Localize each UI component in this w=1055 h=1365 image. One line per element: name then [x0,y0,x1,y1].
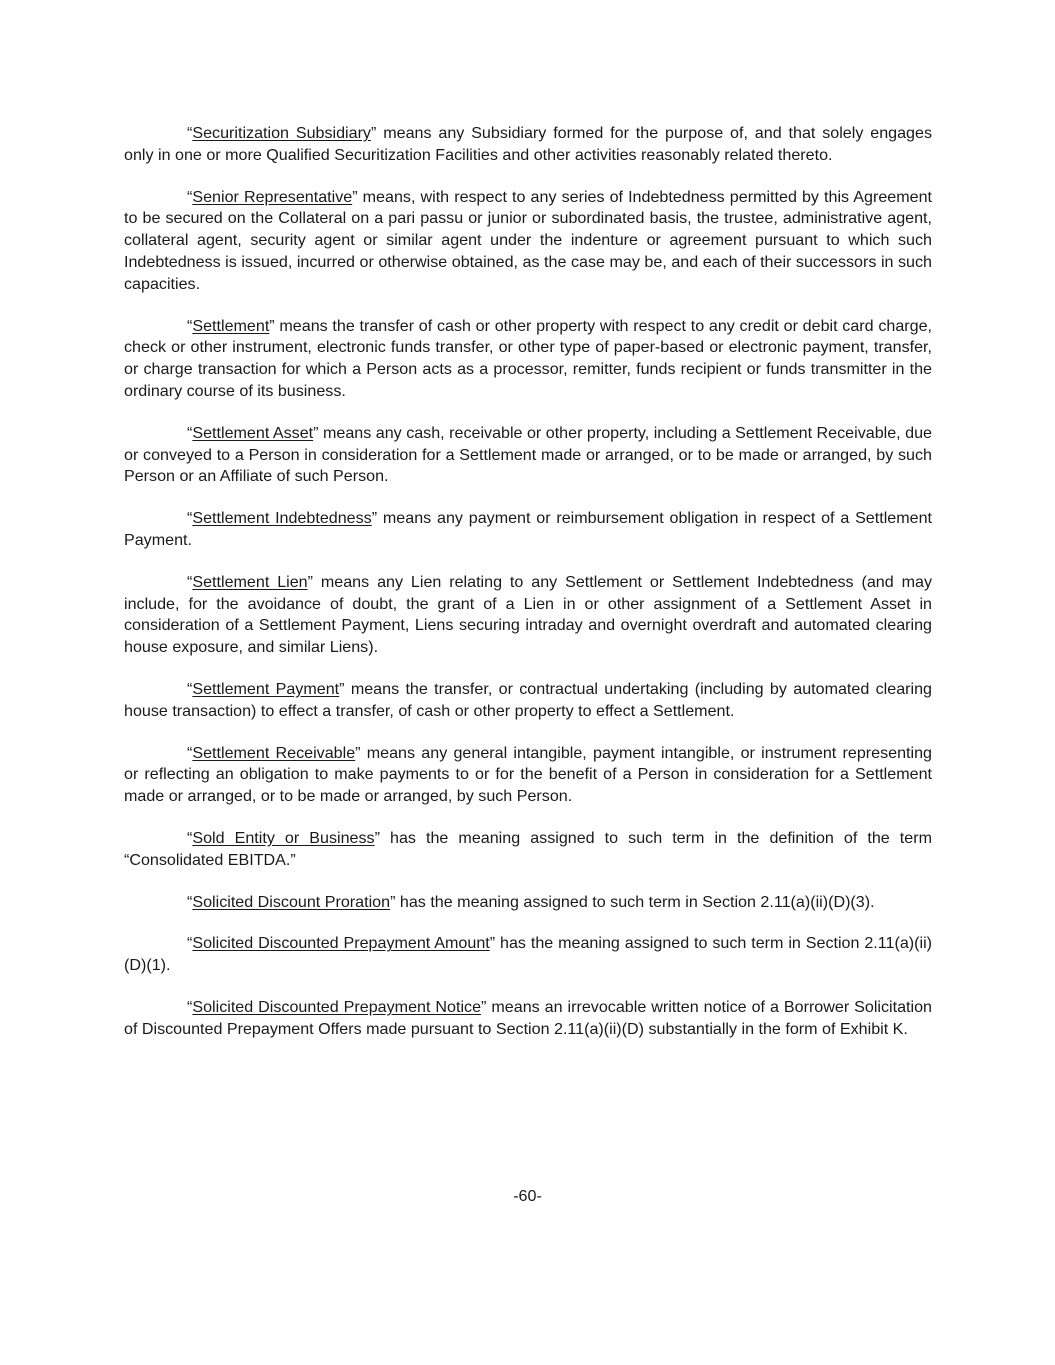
definition-paragraph [124,743,932,808]
defined-term: Settlement Indebtedness [192,509,372,528]
definition-paragraph [124,508,932,552]
open-quote: “ [187,187,193,206]
definition-text: means any cash, receivable or other property, including a Settlement Receivable, due or conveyed to a Person in consideration for a Settlement made or arranged, or to be made or arranged, by such Person or an Affiliate of such Person. [124,423,932,486]
defined-term: Settlement Receivable [192,743,356,762]
defined-term: Settlement Payment [192,679,340,698]
defined-term: Senior Representative [192,187,353,206]
definition-paragraph [124,423,932,488]
open-quote: “ [187,679,193,698]
definition-paragraph [124,679,932,723]
definition-text: means an irrevocable written notice of a Borrower Solicitation of Discounted Prepayment Offers made pursuant to Section 2.11(a)(ii)(D) substantially in the form of Exhibit K. [124,997,932,1038]
close-quote: ” [269,316,275,335]
definition-text: means any general intangible, payment intangible, or instrument representing or reflecting an obligation to make payments to or for the benefit of a Person in consideration for a Settlement made or arranged, or to be made or arranged, by such Person. [124,743,932,806]
open-quote: “ [187,934,193,953]
defined-term: Settlement Lien [192,572,308,591]
definition-paragraph [124,123,932,167]
definition-paragraph [124,892,932,914]
open-quote: “ [187,743,193,762]
close-quote: ” [370,124,377,142]
close-quote: ” [489,934,496,953]
definition-paragraph [124,572,932,659]
defined-term: Settlement Asset [192,423,314,442]
close-quote: ” [481,997,487,1016]
close-quote: ” [307,572,313,591]
defined-term: Solicited Discount Proration [192,892,391,911]
defined-term: Settlement [192,316,270,335]
open-quote: “ [187,572,193,591]
definition-paragraph [124,187,932,296]
open-quote: “ [187,124,193,142]
close-quote: ” [371,509,378,528]
definition-paragraph [124,997,932,1041]
definition-text: means any payment or reimbursement obligation in respect of a Settlement Payment. [124,509,933,549]
definition-text: means any Subsidiary formed for the purpose of, and that solely engages only in one or more Qualified Securitization Facilities and other activities reasonably related thereto. [124,124,932,164]
definition-text: has the meaning assigned to such term in Section 2.11(a)(ii)(D)(3). [395,892,875,911]
page-number: -60- [513,1187,542,1205]
open-quote: “ [187,423,193,442]
close-quote: ” [352,187,358,206]
defined-term: Sold Entity or Business [192,828,375,847]
definition-text: means the transfer of cash or other property with respect to any credit or debit card charge, check or other instrument, electronic funds transfer, or other type of paper-based or electronic payment, transfer, or charge transaction for which a Person acts as a processor, remitter, funds recipient or funds transmitter in the ordinary course of its business. [124,316,932,400]
defined-term: Solicited Discounted Prepayment Amount [192,934,490,953]
definition-paragraph [124,316,932,403]
open-quote: “ [187,828,193,847]
definition-text: has the meaning assigned to such term in the definition of the term “Consolidated EBITDA.” [124,828,932,869]
open-quote: “ [187,316,193,335]
open-quote: “ [187,892,193,911]
definition-text: means the transfer, or contractual undertaking (including by automated clearing house transaction) to effect a transfer, of cash or other property to effect a Settlement. [124,679,932,720]
close-quote: ” [374,828,380,847]
definition-text: means any Lien relating to any Settlement or Settlement Indebtedness (and may include, for the avoidance of doubt, the grant of a Lien in or other assignment of a Settlement Asset in consideration of a Settlement Payment, Liens securing intraday and overnight overdraft and automated clearing house exposure, and similar Liens). [124,572,932,657]
document-body [124,123,932,1061]
defined-term: Securitization Subsidiary [192,124,371,142]
close-quote: ” [313,423,319,442]
open-quote: “ [187,997,193,1016]
defined-term: Solicited Discounted Prepayment Notice [192,997,482,1016]
definition-paragraph [124,828,932,872]
definition-text: means, with respect to any series of Indebtedness permitted by this Agreement to be secured on the Collateral on a pari passu or junior or subordinated basis, the trustee, administrative agent, collateral agent, security agent or similar agent under the indenture or agreement pursuant to which such Indebtedness is issued, incurred or otherwise obtained, as the case may be, and each of their successors in such capacities. [124,187,933,293]
close-quote: ” [390,892,396,911]
open-quote: “ [187,509,193,528]
close-quote: ” [339,679,345,698]
definition-text: has the meaning assigned to such term in Section 2.11(a)(ii)(D)(1). [124,934,933,975]
definition-paragraph [124,933,932,977]
close-quote: ” [355,743,361,762]
